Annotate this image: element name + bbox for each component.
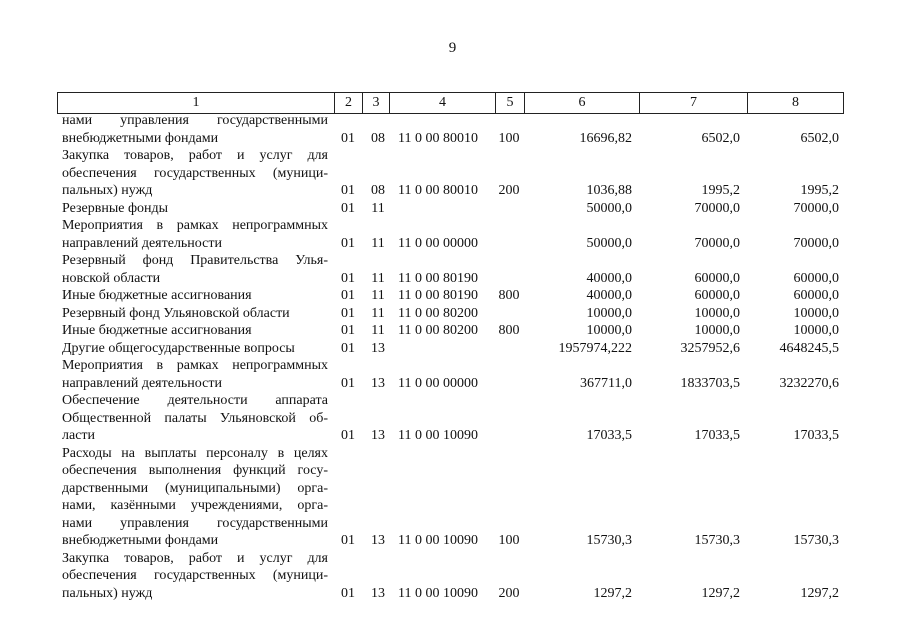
row-rzd: 01 xyxy=(341,533,355,548)
row-value-col7: 1833703,5 xyxy=(680,375,740,391)
row-name-line: направлений деятельности xyxy=(62,375,222,391)
row-value-col8: 17033,5 xyxy=(793,428,839,443)
row-value-col6: 16696,82 xyxy=(579,130,632,146)
row-vr: 200 xyxy=(498,183,520,198)
row-csr: 11 0 00 00000 xyxy=(398,235,478,251)
row-name xyxy=(62,322,328,340)
row-value-col7: 6502,0 xyxy=(701,130,740,146)
table-row xyxy=(0,392,905,445)
row-name xyxy=(62,340,328,358)
header-col-7: 7 xyxy=(639,93,747,113)
row-csr: 11 0 00 80200 xyxy=(398,305,478,321)
header-col-5: 5 xyxy=(495,93,524,113)
row-value-col7: 17033,5 xyxy=(694,428,740,443)
header-col-1: 1 xyxy=(192,95,200,110)
row-value-col6: 1297,2 xyxy=(593,585,632,601)
table-row xyxy=(0,550,905,603)
row-name-line: обеспечения выполнения функций госу- xyxy=(62,463,328,478)
table-row xyxy=(0,445,905,550)
row-name-line: направлений деятельности xyxy=(62,235,222,251)
row-name-line: Обеспечение деятельности аппарата xyxy=(62,393,328,408)
row-name-line: Иные бюджетные ассигнования xyxy=(62,288,252,303)
row-value-col8: 10000,0 xyxy=(793,323,839,338)
row-csr: 11 0 00 00000 xyxy=(398,375,478,391)
header-col-3: 3 xyxy=(362,93,389,113)
row-name-line: Резервный фонд Правительства Улья- xyxy=(62,253,328,268)
row-prz: 11 xyxy=(371,200,385,216)
row-value-col8: 1297,2 xyxy=(800,585,839,601)
row-csr: 11 0 00 10090 xyxy=(398,533,478,548)
row-value-col6: 10000,0 xyxy=(586,323,632,338)
row-value-col7: 70000,0 xyxy=(694,200,740,216)
row-csr: 11 0 00 10090 xyxy=(398,585,478,601)
row-value-col7: 10000,0 xyxy=(694,305,740,321)
table-row xyxy=(0,252,905,287)
row-value-col8: 60000,0 xyxy=(793,288,839,303)
row-name-line: Общественной палаты Ульяновской об- xyxy=(62,410,328,426)
row-name-line: Мероприятия в рамках непрограммных xyxy=(62,358,328,373)
row-name-line: пальных) нужд xyxy=(62,585,153,601)
row-prz: 11 xyxy=(371,270,385,286)
row-prz: 11 xyxy=(371,288,385,303)
row-csr xyxy=(398,200,490,218)
row-name xyxy=(62,305,328,323)
row-name-line: Закупка товаров, работ и услуг для xyxy=(62,550,328,566)
row-value-col8: 10000,0 xyxy=(793,305,839,321)
row-vr xyxy=(495,270,523,288)
row-rzd: 01 xyxy=(341,235,355,251)
row-rzd: 01 xyxy=(341,323,355,338)
header-col-6: 6 xyxy=(524,93,639,113)
row-name-line: обеспечения государственных (муници- xyxy=(62,568,328,583)
row-value-col7: 15730,3 xyxy=(694,533,740,548)
row-name-line: ласти xyxy=(62,428,96,443)
row-value-col6: 50000,0 xyxy=(586,235,632,251)
row-name-line: внебюджетными фондами xyxy=(62,130,219,146)
row-value-col8: 15730,3 xyxy=(793,533,839,548)
row-name-line: пальных) нужд xyxy=(62,183,153,198)
header-col-8: 8 xyxy=(747,93,843,113)
row-prz: 11 xyxy=(371,305,385,321)
row-name xyxy=(62,445,328,550)
row-name xyxy=(62,357,328,392)
row-prz: 11 xyxy=(371,323,385,338)
row-name-line: нами управления государственными xyxy=(62,515,328,531)
table-row xyxy=(0,322,905,340)
table-row xyxy=(0,112,905,147)
row-value-col8: 4648245,5 xyxy=(779,340,839,356)
row-name-line: дарственными (муниципальными) орга- xyxy=(62,480,328,496)
row-name xyxy=(62,550,328,603)
row-value-col8: 70000,0 xyxy=(793,235,839,251)
row-value-col6: 50000,0 xyxy=(586,200,632,216)
row-name-line: Мероприятия в рамках непрограммных xyxy=(62,218,328,233)
row-rzd: 01 xyxy=(341,183,355,198)
row-value-col7: 10000,0 xyxy=(694,323,740,338)
row-prz: 13 xyxy=(371,585,385,601)
row-name xyxy=(62,287,328,305)
row-value-col6: 10000,0 xyxy=(586,305,632,321)
row-prz: 08 xyxy=(371,183,385,198)
row-name-line: новской области xyxy=(62,270,161,286)
row-name xyxy=(62,392,328,445)
row-value-col7: 1297,2 xyxy=(701,585,740,601)
page-number: 9 xyxy=(448,40,457,56)
row-value-col8: 3232270,6 xyxy=(779,375,839,391)
row-prz: 13 xyxy=(371,375,385,391)
row-name-line: Резервные фонды xyxy=(62,200,169,216)
table-row xyxy=(0,340,905,358)
row-rzd: 01 xyxy=(341,305,355,321)
row-vr xyxy=(495,200,523,218)
row-name xyxy=(62,217,328,252)
row-value-col7: 70000,0 xyxy=(694,235,740,251)
header-col-4: 4 xyxy=(389,93,495,113)
row-csr: 11 0 00 80010 xyxy=(398,130,478,146)
row-prz: 11 xyxy=(371,235,385,251)
row-rzd: 01 xyxy=(341,585,355,601)
row-name xyxy=(62,252,328,287)
row-value-col7: 3257952,6 xyxy=(680,340,740,356)
row-rzd: 01 xyxy=(341,130,355,146)
table-row xyxy=(0,200,905,218)
row-value-col6: 15730,3 xyxy=(586,533,632,548)
row-name-line: нами управления государственными xyxy=(62,113,328,128)
row-name-line: Другие общегосударственные вопросы xyxy=(62,340,295,356)
row-vr xyxy=(495,340,523,358)
row-rzd: 01 xyxy=(341,200,355,216)
table-row xyxy=(0,287,905,305)
row-rzd: 01 xyxy=(341,340,355,356)
row-rzd: 01 xyxy=(341,428,355,443)
row-vr: 800 xyxy=(498,323,520,338)
table-row xyxy=(0,217,905,252)
row-name xyxy=(62,147,328,200)
row-value-col6: 17033,5 xyxy=(586,428,632,443)
row-prz: 08 xyxy=(371,130,385,146)
row-vr xyxy=(495,305,523,323)
row-prz: 13 xyxy=(371,533,385,548)
row-csr: 11 0 00 80010 xyxy=(398,183,478,198)
row-value-col7: 1995,2 xyxy=(701,183,740,198)
row-vr: 800 xyxy=(498,288,520,303)
row-csr: 11 0 00 80190 xyxy=(398,288,478,303)
row-name-line: Закупка товаров, работ и услуг для xyxy=(62,148,328,163)
row-prz: 13 xyxy=(371,340,385,356)
row-csr: 11 0 00 80200 xyxy=(398,323,478,338)
table-header xyxy=(57,92,844,114)
row-vr xyxy=(495,235,523,253)
header-col-2: 2 xyxy=(334,93,362,113)
row-vr: 100 xyxy=(498,130,520,146)
row-rzd: 01 xyxy=(341,288,355,303)
row-value-col8: 1995,2 xyxy=(800,183,839,198)
row-value-col6: 40000,0 xyxy=(586,288,632,303)
row-value-col8: 60000,0 xyxy=(793,270,839,286)
row-value-col7: 60000,0 xyxy=(694,270,740,286)
row-value-col8: 6502,0 xyxy=(800,130,839,146)
row-value-col7: 60000,0 xyxy=(694,288,740,303)
row-name-line: внебюджетными фондами xyxy=(62,533,219,548)
row-csr xyxy=(398,340,490,358)
row-value-col6: 367711,0 xyxy=(580,375,632,391)
row-vr xyxy=(495,375,523,393)
row-rzd: 01 xyxy=(341,270,355,286)
row-value-col6: 40000,0 xyxy=(586,270,632,286)
row-vr: 100 xyxy=(498,533,520,548)
row-value-col6: 1036,88 xyxy=(586,183,632,198)
row-name-line: нами, казёнными учреждениями, орга- xyxy=(62,498,328,513)
row-csr: 11 0 00 10090 xyxy=(398,428,478,443)
row-name-line: Резервный фонд Ульяновской области xyxy=(62,305,290,321)
row-name-line: Расходы на выплаты персоналу в целях xyxy=(62,445,328,461)
row-rzd: 01 xyxy=(341,375,355,391)
row-vr xyxy=(495,427,523,445)
row-name-line: Иные бюджетные ассигнования xyxy=(62,323,252,338)
table-row xyxy=(0,305,905,323)
row-vr: 200 xyxy=(498,585,520,601)
row-name xyxy=(62,200,328,218)
row-value-col8: 70000,0 xyxy=(793,200,839,216)
row-csr: 11 0 00 80190 xyxy=(398,270,478,286)
row-value-col6: 1957974,222 xyxy=(558,340,632,356)
row-name xyxy=(62,112,328,147)
row-prz: 13 xyxy=(371,428,385,443)
row-name-line: обеспечения государственных (муници- xyxy=(62,165,328,181)
table-row xyxy=(0,147,905,200)
table-row xyxy=(0,357,905,392)
